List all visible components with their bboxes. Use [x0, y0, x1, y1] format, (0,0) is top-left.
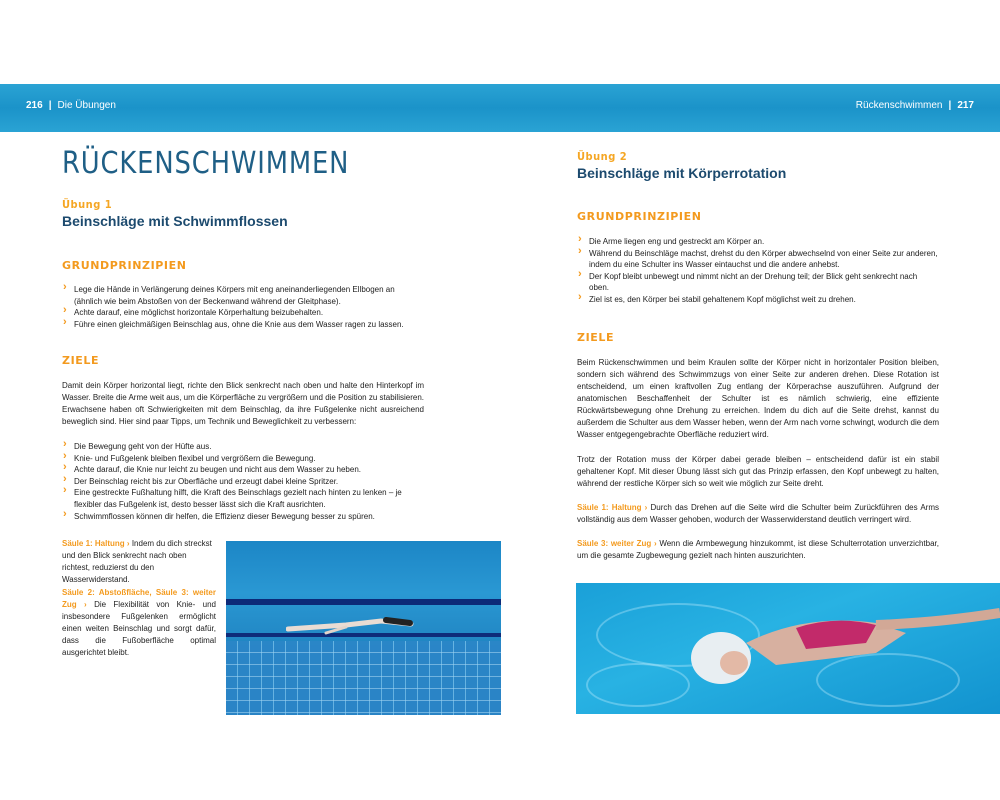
pillar-arrow-icon: ›: [126, 539, 130, 548]
list-item: › Eine gestreckte Fußhaltung hilft, die Kraft des Beinschlags gezielt nach hinten zu lenken – je flexibler das Fußgelenk ist, desto besser lässt sich die Kraft ausrichten.: [62, 487, 424, 510]
pillar-label: Säule 2: Abstoßfläche, Säule 3: weiter Zug: [62, 588, 216, 609]
pillar-text: Wenn die Armbewegung hinzukommt, ist diese Schulterrotation unverzichtbar, um die gesamte Zugbewegung gezielt nach hinten auszurichten.: [577, 539, 939, 560]
left-running-head: [26, 100, 116, 111]
swimmer-figure: [286, 615, 416, 635]
list-item: › Achte darauf, eine möglichst horizontale Körperhaltung beizubehalten.: [62, 307, 424, 319]
header-band: [0, 84, 1000, 132]
separator: |: [948, 100, 952, 111]
pillar-text: Indem du dich streckst und den Blick senkrecht nach oben richtest, reduzierst du den Wasserwiderstand.: [62, 539, 212, 584]
right-exercise-header: [577, 150, 939, 181]
right-goals-p2: Trotz der Rotation muss der Körper dabei gerade bleiben – entscheidend dafür ist ein stabil gehaltener Kopf. Mit dieser Übung lässt sich gut das Prinzip erfassen, den Kopf unbewegt zu halten, während der restliche Körper sich so weit wie möglich zur Seite dreht.: [577, 455, 939, 488]
list-item: › Schwimmflossen können dir helfen, die Effizienz dieser Bewegung besser zu spüren.: [62, 511, 424, 523]
swimmer-figure: [576, 583, 1000, 714]
list-item: › Ziel ist es, den Körper bei stabil gehaltenem Kopf möglichst weit zu drehen.: [577, 294, 939, 306]
list-item: › Der Kopf bleibt unbewegt und nimmt nicht an der Drehung teil; der Blick geht senkrecht nach oben.: [577, 271, 939, 294]
separator: |: [48, 100, 52, 111]
right-goals-heading: ZIELE: [577, 331, 615, 344]
exercise-label: Übung 2: [577, 150, 628, 163]
left-principles-heading: GRUNDPRINZIPIEN: [62, 259, 187, 272]
left-pillar1: [62, 538, 216, 586]
right-principles-heading: GRUNDPRINZIPIEN: [577, 210, 702, 223]
list-item: › Die Bewegung geht von der Hüfte aus.: [62, 441, 424, 453]
list-item: › Der Beinschlag reicht bis zur Oberfläche und erzeugt dabei kleine Spritzer.: [62, 476, 424, 488]
pillar-arrow-icon: ›: [653, 539, 657, 548]
exercise-title: Beinschläge mit Schwimmflossen: [62, 213, 288, 229]
right-running-title: Rückenschwimmen: [855, 100, 943, 111]
exercise-label: Übung 1: [62, 198, 113, 211]
exercise-title: Beinschläge mit Körperrotation: [577, 165, 787, 181]
left-pillar2: [62, 587, 216, 659]
list-item: › Lege die Hände in Verlängerung deines Körpers mit eng aneinanderliegenden Ellbogen an (ähnlich wie beim Abstoßen von der Beckenwand während der Gleitphase).: [62, 284, 424, 307]
list-item: › Führe einen gleichmäßigen Beinschlag aus, ohne die Knie aus dem Wasser ragen zu lassen.: [62, 319, 424, 331]
right-running-head: [856, 100, 974, 111]
pillar-arrow-icon: ›: [644, 503, 648, 512]
pillar-label: Säule 1: Haltung: [62, 539, 125, 548]
list-item: › Achte darauf, die Knie nur leicht zu beugen und nicht aus dem Wasser zu heben.: [62, 464, 424, 476]
list-item: › Während du Beinschläge machst, drehst du den Körper abwechselnd von einer Seite zur anderen, indem du eine Schulter ins Wasser eintauchst und die andere anhebst.: [577, 248, 939, 271]
pillar-label: Säule 1: Haltung: [577, 503, 642, 512]
left-goals-list: [62, 441, 424, 522]
right-pillar1: [577, 502, 939, 526]
left-goals-heading: ZIELE: [62, 354, 100, 367]
chapter-title: RÜCKENSCHWIMMEN: [62, 146, 350, 181]
photo-swimmer-underwater: [226, 541, 501, 715]
right-pillar3: [577, 538, 939, 562]
pillar-text: Die Flexibilität von Knie- und insbesondere Fußgelenken ermöglicht einen weiten Beinschlag und sorgt dafür, dass die Fußoberfläche optimal ausgerichtet bleibt.: [62, 600, 216, 657]
pillar-arrow-icon: ›: [84, 600, 87, 609]
list-item: › Knie- und Fußgelenk bleiben flexibel und vergrößern die Bewegung.: [62, 453, 424, 465]
left-principles-list: [62, 284, 424, 330]
right-page-number: 217: [957, 100, 974, 111]
pillar-text: Durch das Drehen auf die Seite wird die Schulter beim Zurückführen des Arms vollständig aus dem Wasser gehoben, wodurch der Wasserwiderstand deutlich verringert wird.: [577, 503, 939, 524]
pool-floor-grid: [226, 641, 501, 715]
list-item: › Die Arme liegen eng und gestreckt am Körper an.: [577, 236, 939, 248]
left-goals-intro: Damit dein Körper horizontal liegt, richte den Blick senkrecht nach oben und halte den Hinterkopf im Wasser. Breite die Arme weit aus, um die Körperfläche zu vergrößern und die Position zu stabilisieren. Erwachsene haben oft Schwierigkeiten mit dem Beinschlag, da ihre Fußgelenke nicht ausreichend beweglich sind. Hier sind paar Tipps, um Technik und Beweglichkeit zu verbessern:: [62, 381, 424, 426]
right-principles-list: [577, 236, 939, 306]
pillar-label: Säule 3: weiter Zug: [577, 539, 652, 548]
right-goals-p1: Beim Rückenschwimmen und beim Kraulen sollte der Körper nicht in horizontaler Position bleiben, sondern sich während des Schwimmzugs von einer Seite zur anderen drehen. Diese Rotation ist entscheidend, um einen kraftvollen Zug entlang der Körperachse auszuführen. Aufgrund der anatomischen Beschaffenheit der Schulter ist es nämlich schwierig, eine effiziente Rückwärtsbewegung ohne Drehung zu erreichen. Indem du dich auf die Seite drehst, kannst du außerdem die Schulter aus dem Wasser heben, wenn der Arm nach vorne schwingt, wodurch die dem Wasser entgegengebrachte Oberfläche reduziert wird.: [577, 358, 939, 439]
lane-line: [226, 599, 501, 605]
left-exercise-header: [62, 198, 424, 229]
left-running-title: Die Übungen: [57, 100, 116, 111]
left-page-number: 216: [26, 100, 43, 111]
photo-swimmer-rotation: [576, 583, 1000, 714]
